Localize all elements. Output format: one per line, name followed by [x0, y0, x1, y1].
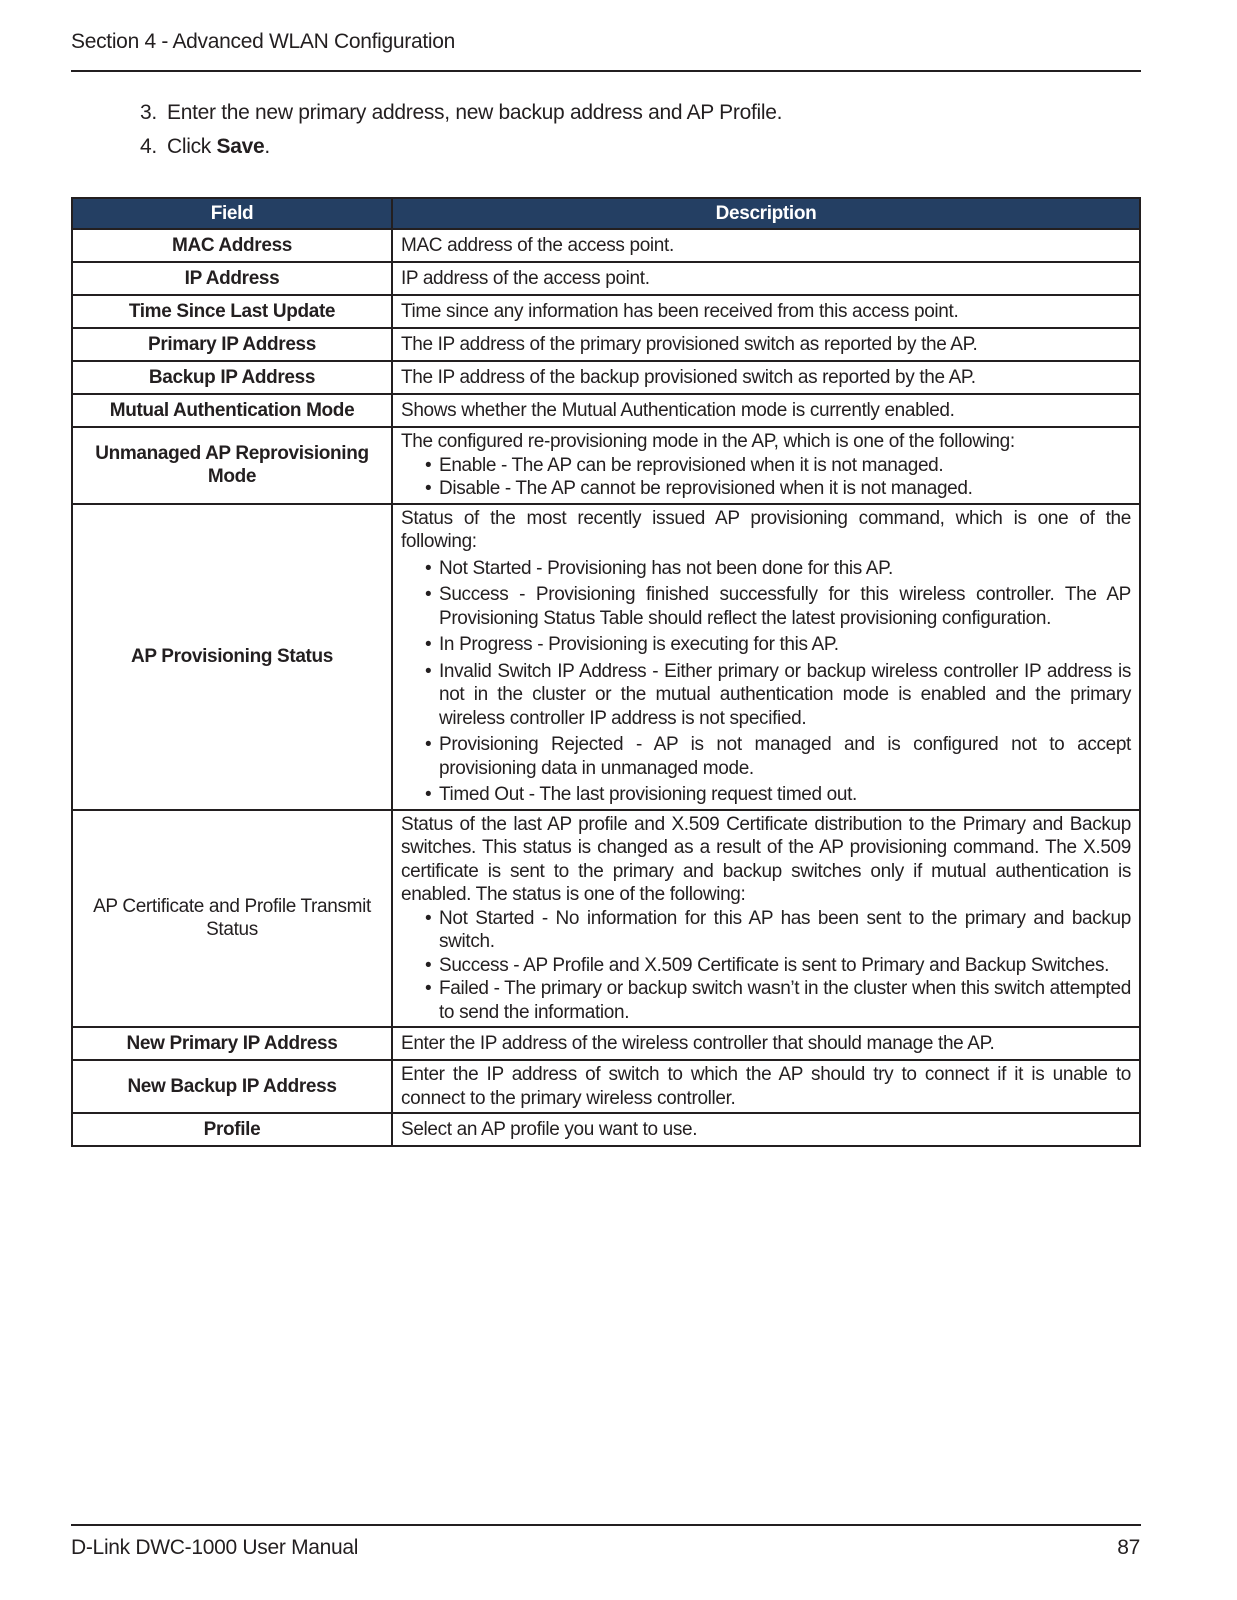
list-item: • Not Started - Provisioning has not been done for this AP. [401, 557, 1131, 581]
header-divider [71, 70, 1141, 72]
table-row [72, 427, 1140, 504]
table-row [72, 328, 1140, 361]
table-row [72, 1060, 1140, 1113]
manual-title: D-Link DWC-1000 User Manual [71, 1536, 359, 1559]
field-name: Unmanaged AP Reprovisioning Mode [72, 427, 392, 504]
footer-divider [71, 1524, 1141, 1526]
table-row [72, 394, 1140, 427]
list-item: • Enable - The AP can be reprovisioned when it is not managed. [401, 454, 1131, 478]
step-number: 3. [140, 101, 157, 124]
field-description-cell [392, 810, 1140, 1028]
field-name: Time Since Last Update [72, 295, 392, 328]
field-description: Status of the most recently issued AP provisioning command, which is one of the following: [401, 507, 1131, 552]
field-description: The IP address of the backup provisioned switch as reported by the AP. [392, 361, 1140, 394]
step-4 [140, 132, 782, 166]
field-description: Enter the IP address of the wireless controller that should manage the AP. [392, 1027, 1140, 1060]
save-keyword: Save [216, 135, 265, 158]
list-item: • Provisioning Rejected - AP is not managed and is configured not to accept provisioning data in unmanaged mode. [401, 733, 1131, 780]
field-description: MAC address of the access point. [392, 229, 1140, 262]
step-text: Enter the new primary address, new backup address and AP Profile. [167, 101, 783, 124]
table-row [72, 361, 1140, 394]
field-name: Mutual Authentication Mode [72, 394, 392, 427]
field-name: AP Provisioning Status [72, 504, 392, 810]
table-row [72, 1113, 1140, 1146]
column-header-description: Description [392, 198, 1140, 229]
table-row [72, 262, 1140, 295]
list-item: • In Progress - Provisioning is executing for this AP. [401, 633, 1131, 657]
table-row [72, 295, 1140, 328]
option-list [401, 907, 1131, 1025]
step-text: Click [167, 135, 217, 158]
field-name: Backup IP Address [72, 361, 392, 394]
field-name: MAC Address [72, 229, 392, 262]
list-item: • Not Started - No information for this AP has been sent to the primary and backup switch. [401, 907, 1131, 954]
field-name: New Backup IP Address [72, 1060, 392, 1113]
table-row [72, 229, 1140, 262]
instruction-steps [140, 98, 782, 166]
list-item: • Success - AP Profile and X.509 Certificate is sent to Primary and Backup Switches. [401, 954, 1131, 978]
list-item: • Invalid Switch IP Address - Either primary or backup wireless controller IP address is not in the cluster or the mutual authentication mode is enabled and the primary wireless controller IP address is not specified. [401, 660, 1131, 731]
field-description: The configured re-provisioning mode in the AP, which is one of the following: [401, 431, 1015, 452]
field-name: AP Certificate and Profile Transmit Status [72, 810, 392, 1028]
option-list [401, 454, 1131, 501]
step-text-suffix: . [264, 135, 270, 158]
field-name: IP Address [72, 262, 392, 295]
field-description: Shows whether the Mutual Authentication mode is currently enabled. [392, 394, 1140, 427]
column-header-field: Field [72, 198, 392, 229]
field-description: IP address of the access point. [392, 262, 1140, 295]
field-description-cell [392, 427, 1140, 504]
step-3 [140, 98, 782, 132]
field-description-table [71, 197, 1141, 1147]
section-title: Section 4 - Advanced WLAN Configuration [71, 30, 456, 53]
page-number: 87 [1117, 1536, 1140, 1559]
list-item: • Timed Out - The last provisioning request timed out. [401, 783, 1131, 807]
table-row [72, 810, 1140, 1028]
field-description: The IP address of the primary provisioned switch as reported by the AP. [392, 328, 1140, 361]
list-item: • Failed - The primary or backup switch wasn’t in the cluster when this switch attempted to send the information. [401, 977, 1131, 1024]
field-name: New Primary IP Address [72, 1027, 392, 1060]
field-description: Select an AP profile you want to use. [392, 1113, 1140, 1146]
option-list [401, 557, 1131, 807]
table-row [72, 1027, 1140, 1060]
list-item: • Success - Provisioning finished successfully for this wireless controller. The AP Provisioning Status Table should reflect the latest provisioning configuration. [401, 583, 1131, 630]
field-name: Profile [72, 1113, 392, 1146]
field-description: Time since any information has been received from this access point. [392, 295, 1140, 328]
field-description: Status of the last AP profile and X.509 Certificate distribution to the Primary and Backup switches. This status is changed as a result of the AP provisioning command. The X.509 certificate is sent to the primary and backup switches only if mutual authentication is enabled. The status is one of the following: [401, 813, 1131, 905]
field-name: Primary IP Address [72, 328, 392, 361]
field-description-cell [392, 504, 1140, 810]
table-header-row [72, 198, 1140, 229]
field-description: Enter the IP address of switch to which the AP should try to connect if it is unable to connect to the primary wireless controller. [392, 1060, 1140, 1113]
step-number: 4. [140, 135, 157, 158]
table-row [72, 504, 1140, 810]
list-item: • Disable - The AP cannot be reprovisioned when it is not managed. [401, 477, 1131, 501]
